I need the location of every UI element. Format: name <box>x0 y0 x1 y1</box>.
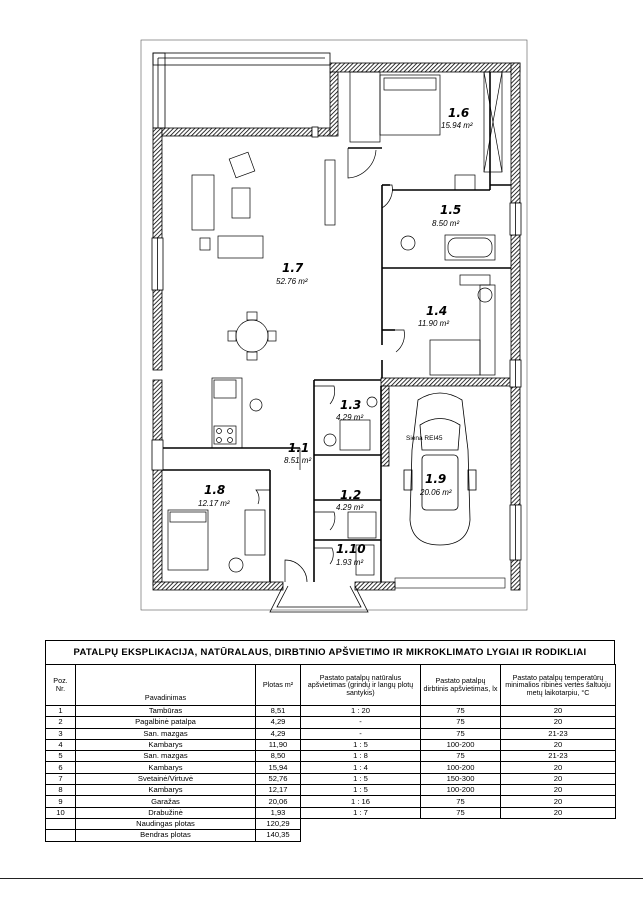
cell-name: Tambūras <box>76 706 256 717</box>
cell-empty <box>301 818 421 829</box>
room-number: 1.10 <box>336 542 366 556</box>
room-number: 1.8 <box>204 483 226 497</box>
room-labels <box>198 106 473 567</box>
cell-area: 11,90 <box>256 739 301 750</box>
cell-empty <box>501 830 616 841</box>
cell-area: 1,93 <box>256 807 301 818</box>
garage-door <box>395 578 505 588</box>
cell-empty <box>301 830 421 841</box>
room-area: 20.06 m² <box>420 488 452 497</box>
cell-area: 4,29 <box>256 728 301 739</box>
cell-natural: 1 : 5 <box>301 739 421 750</box>
col-header-area: Plotas m² <box>256 665 301 706</box>
table-row <box>46 796 616 807</box>
total-row <box>46 830 616 841</box>
col-header-name: Pavadinimas <box>76 665 256 706</box>
room-area: 4.29 m² <box>336 413 364 422</box>
room-schedule-table <box>45 640 615 842</box>
cell-poz: 4 <box>46 739 76 750</box>
room-area: 1.93 m² <box>336 558 364 567</box>
cell-area: 8,50 <box>256 751 301 762</box>
cell-temp: 20 <box>501 796 616 807</box>
table-row <box>46 706 616 717</box>
col-header-natural-light: Pastato patalpų natūralus apšvietimas (grindų ir langų plotų santykis) <box>301 665 421 706</box>
cell-temp: 21-23 <box>501 751 616 762</box>
schedule-grid <box>45 664 616 842</box>
entrance-bay <box>270 586 368 612</box>
cell-poz: 10 <box>46 807 76 818</box>
cell-temp: 20 <box>501 785 616 796</box>
col-header-artificial-light: Pastato patalpų dirbtinis apšvietimas, lx <box>421 665 501 706</box>
cell-artificial: 75 <box>421 728 501 739</box>
cell-area: 20,06 <box>256 796 301 807</box>
cell-natural: 1 : 20 <box>301 706 421 717</box>
cell-poz: 7 <box>46 773 76 784</box>
room-area: 8.51 m² <box>284 456 312 465</box>
cell-artificial: 100-200 <box>421 739 501 750</box>
cell-name: Pagalbinė patalpa <box>76 717 256 728</box>
cell-area: 52,76 <box>256 773 301 784</box>
room-number: 1.7 <box>282 261 304 275</box>
cell-name: San. mazgas <box>76 728 256 739</box>
cell-name: Kambarys <box>76 785 256 796</box>
cell-area: 8,51 <box>256 706 301 717</box>
total-label: Naudingas plotas <box>76 818 256 829</box>
cell-natural: 1 : 7 <box>301 807 421 818</box>
cell-artificial: 75 <box>421 751 501 762</box>
total-label: Bendras plotas <box>76 830 256 841</box>
terrace <box>153 53 330 128</box>
table-row <box>46 717 616 728</box>
table-row <box>46 762 616 773</box>
table-header-row <box>46 665 616 706</box>
cell-poz: 3 <box>46 728 76 739</box>
cell-empty <box>46 830 76 841</box>
cell-poz: 6 <box>46 762 76 773</box>
cell-poz: 2 <box>46 717 76 728</box>
room-area: 8.50 m² <box>432 219 460 228</box>
cell-temp: 21-23 <box>501 728 616 739</box>
room-area: 15.94 m² <box>441 121 473 130</box>
cell-empty <box>421 830 501 841</box>
cell-name: Garažas <box>76 796 256 807</box>
cell-name: Svetainė/Virtuvė <box>76 773 256 784</box>
table-row <box>46 785 616 796</box>
cell-name: Drabužinė <box>76 807 256 818</box>
cell-area: 15,94 <box>256 762 301 773</box>
cell-artificial: 75 <box>421 807 501 818</box>
cell-temp: 20 <box>501 762 616 773</box>
car-symbol <box>404 393 476 545</box>
cell-natural: - <box>301 717 421 728</box>
cell-temp: 20 <box>501 717 616 728</box>
cell-poz: 9 <box>46 796 76 807</box>
cell-artificial: 100-200 <box>421 785 501 796</box>
total-value: 120,29 <box>256 818 301 829</box>
total-value: 140,35 <box>256 830 301 841</box>
cell-natural: 1 : 5 <box>301 773 421 784</box>
cell-poz: 8 <box>46 785 76 796</box>
table-row <box>46 773 616 784</box>
cell-area: 4,29 <box>256 717 301 728</box>
table-title: PATALPŲ EKSPLIKACIJA, NATŪRALAUS, DIRBTINIO APŠVIETIMO IR MIKROKLIMATO LYGIAI IR RODIKLIAI <box>45 640 615 664</box>
total-row <box>46 818 616 829</box>
table-row <box>46 807 616 818</box>
cell-artificial: 75 <box>421 717 501 728</box>
cell-temp: 20 <box>501 706 616 717</box>
cell-empty <box>501 818 616 829</box>
cell-artificial: 75 <box>421 706 501 717</box>
cell-area: 12,17 <box>256 785 301 796</box>
table-row <box>46 728 616 739</box>
cell-artificial: 150-300 <box>421 773 501 784</box>
cell-name: Kambarys <box>76 739 256 750</box>
cell-natural: 1 : 4 <box>301 762 421 773</box>
cell-artificial: 100-200 <box>421 762 501 773</box>
cell-temp: 20 <box>501 807 616 818</box>
cell-temp: 20 <box>501 739 616 750</box>
col-header-temperature: Pastato patalpų temperatūrų minimalios ribinės vertės šaltuoju metų laikotarpiu, °C <box>501 665 616 706</box>
cell-temp: 20 <box>501 773 616 784</box>
cell-natural: - <box>301 728 421 739</box>
room-area: 52.76 m² <box>276 277 308 286</box>
room-area: 11.90 m² <box>418 319 449 328</box>
cell-natural: 1 : 8 <box>301 751 421 762</box>
room-number: 1.5 <box>440 203 462 217</box>
room-number: 1.1 <box>288 441 310 455</box>
room-number: 1.6 <box>448 106 470 120</box>
cell-empty <box>46 818 76 829</box>
table-row <box>46 751 616 762</box>
page-bottom-rule <box>0 878 643 879</box>
room-number: 1.3 <box>340 398 362 412</box>
cell-natural: 1 : 16 <box>301 796 421 807</box>
col-header-poz: Poz. Nr. <box>46 665 76 706</box>
cell-poz: 5 <box>46 751 76 762</box>
garage-wall-note: Siena REI45 <box>406 435 443 442</box>
room-area: 4.29 m² <box>336 503 364 512</box>
cell-artificial: 75 <box>421 796 501 807</box>
table-row <box>46 739 616 750</box>
cell-natural: 1 : 5 <box>301 785 421 796</box>
room-number: 1.9 <box>425 472 447 486</box>
cell-name: San. mazgas <box>76 751 256 762</box>
table-body <box>46 706 616 842</box>
cell-empty <box>421 818 501 829</box>
cell-name: Kambarys <box>76 762 256 773</box>
room-area: 12.17 m² <box>198 499 230 508</box>
room-number: 1.2 <box>340 488 362 502</box>
cell-poz: 1 <box>46 706 76 717</box>
room-number: 1.4 <box>426 304 448 318</box>
